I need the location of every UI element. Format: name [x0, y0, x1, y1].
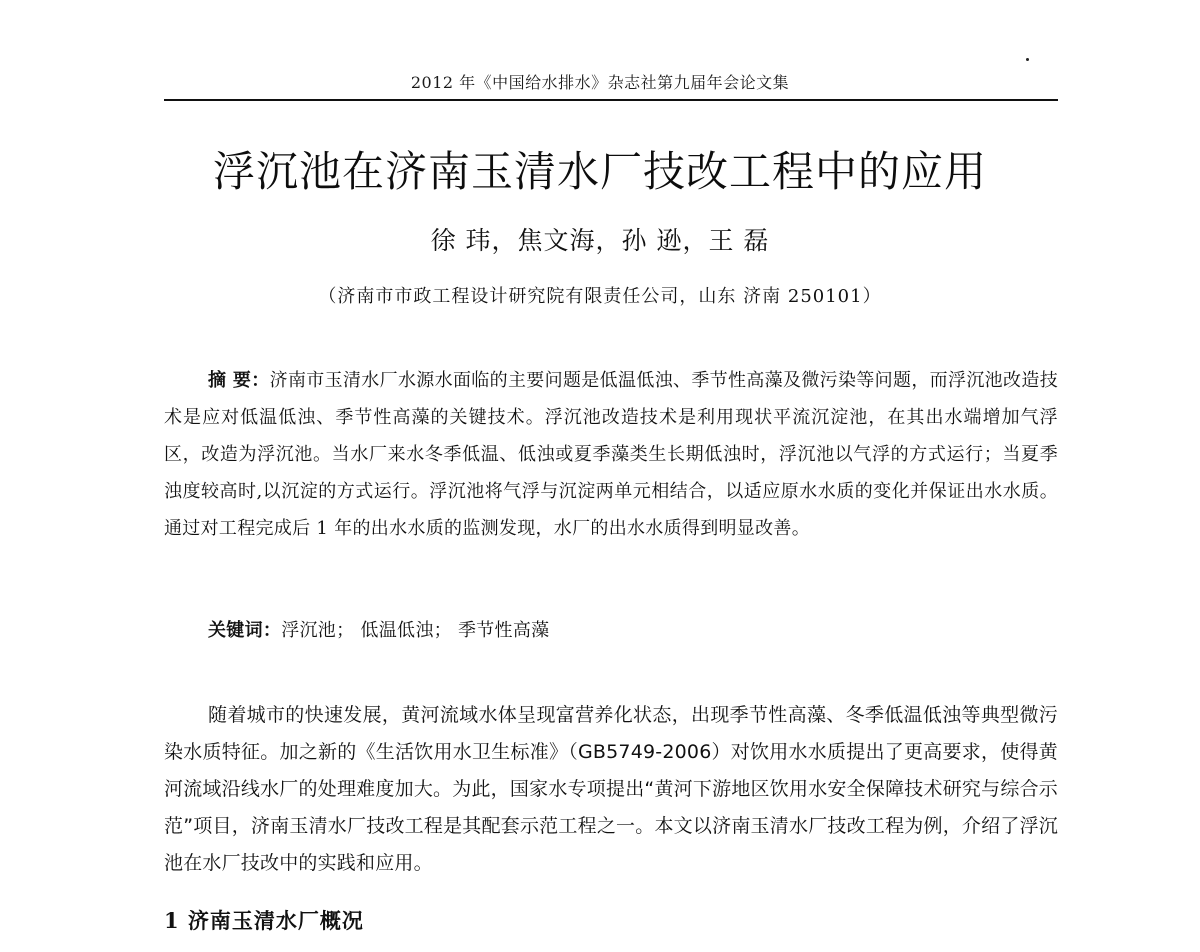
- running-header: 2012 年《中国给水排水》杂志社第九届年会论文集: [410, 73, 790, 92]
- header-rule: [164, 99, 1058, 101]
- keywords-label: 关键词：: [208, 620, 282, 641]
- scan-speck: [1026, 58, 1029, 61]
- keywords: [208, 616, 1058, 646]
- author-list: 徐 玮，焦文海，孙 逊，王 磊: [430, 226, 770, 255]
- abstract-text: 济南市玉清水厂水源水面临的主要问题是低温低浊、季节性高藻及微污染等问题，而浮沉池改造技术是应对低温低浊、季节性高藻的关键技术。浮沉池改造技术是利用现状平流沉淀池，在其出水端增加气浮区，改造为浮沉池。当水厂来水冬季低温、低浊或夏季藻类生长期低浊时，浮沉池以气浮的方式运行；当夏季浊度较高时,以沉淀的方式运行。浮沉池将气浮与沉淀两单元相结合，以适应原水水质的变化并保证出水水质。通过对工程完成后 1 年的出水水质的监测发现，水厂的出水水质得到明显改善。: [164, 370, 1058, 539]
- keywords-text: 浮沉池； 低温低浊； 季节性高藻: [281, 620, 550, 641]
- section-heading: 1 济南玉清水厂概况: [164, 908, 364, 933]
- abstract: [164, 362, 1058, 547]
- paper-title: 浮沉池在济南玉清水厂技改工程中的应用: [212, 147, 987, 196]
- affiliation: （济南市市政工程设计研究院有限责任公司，山东 济南 250101）: [318, 286, 882, 307]
- intro-paragraph: 随着城市的快速发展，黄河流域水体呈现富营养化状态，出现季节性高藻、冬季低温低浊等典型微污染水质特征。加之新的《生活饮用水卫生标准》（GB5749-2006）对饮用水水质提出了更高要求，使得黄河流域沿线水厂的处理难度加大。为此，国家水专项提出“黄河下游地区饮用水安全保障技术研究与综合示范”项目，济南玉清水厂技改工程是其配套示范工程之一。本文以济南玉清水厂技改工程为例，介绍了浮沉池在水厂技改中的实践和应用。: [164, 704, 1058, 874]
- abstract-label: 摘 要：: [208, 370, 270, 391]
